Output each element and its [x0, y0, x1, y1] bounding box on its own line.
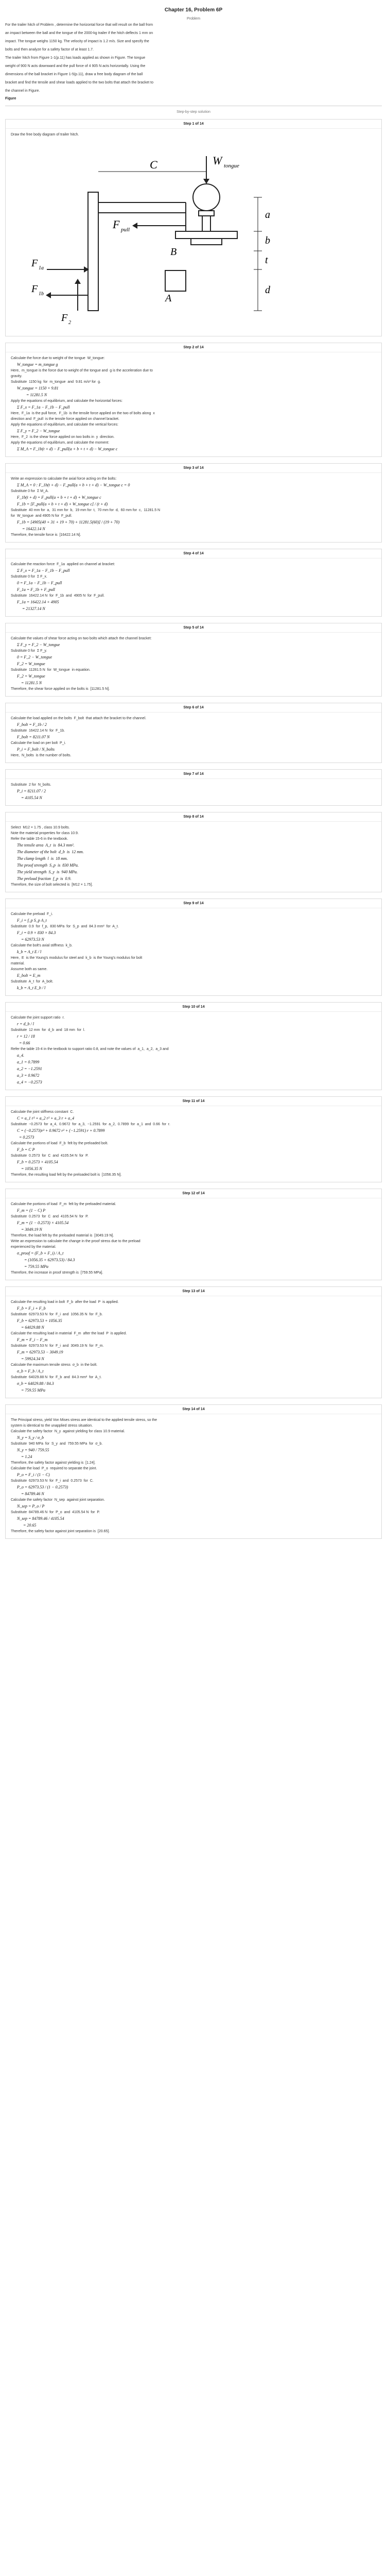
w-tongue-sub: tongue: [224, 163, 239, 169]
step-text: Substitute 940 MPa for S_y and 759.55 MPa for σ_b.: [11, 1442, 103, 1446]
step-text: Calculate the values of shear force acting on two bolts which attach the channel bracket:: [11, 637, 152, 640]
step-text: Substitute 2 for N_bolts.: [11, 783, 51, 787]
step-text: Assume both as same.: [11, 968, 48, 971]
problem-text: [5, 23, 382, 94]
step-text: Note the material properties for class 10.9.: [11, 832, 79, 835]
hitch-ball: [193, 184, 220, 211]
problem-line: bracket and find the tensile and shear loads applied to the two bolts that attach the bracket to: [5, 81, 153, 84]
step-equation: P_o = F_i / (1 − C): [17, 1472, 50, 1477]
step-equation: r = 12 / 18: [17, 1034, 35, 1039]
step-equation: F_m = F_i − F_m: [17, 1337, 48, 1342]
step-title: Step 7 of 14: [6, 770, 381, 779]
step-text: direction and F_pull is the tensile force applied on channel bracket.: [11, 417, 119, 421]
step-text: Substitute 0.9 for f_p, 830 MPa for S_p and 84.3 mm² for A_t.: [11, 925, 119, 928]
step-text: Substitute 0 for Σ M_A.: [11, 489, 49, 493]
step-equation: F_1b = [F_pull(a + b + t + d) + W_tongue c] / (t + d): [17, 502, 108, 506]
f-pull-arrowhead: [132, 223, 137, 229]
step-text: Therefore, the size of bolt selected is [M12 × 1.75].: [11, 883, 93, 887]
problem-label: Problem: [186, 17, 201, 21]
step-text: Therefore, the increase in proof strength is [759.55 MPa].: [11, 1271, 103, 1275]
step-equation: = 20.65: [17, 1523, 37, 1528]
step-equation: F_bolt = 8211.07 N: [17, 735, 50, 739]
step-text: Here, m_tongue is the force due to weight of the tongue and g is the acceleration due to: [11, 369, 153, 372]
solution-step: [5, 1002, 382, 1090]
step-equation: = (1056.35 + 62973.53) / 84.3: [17, 1258, 75, 1262]
step-equation: a_1 = 0.7899: [17, 1060, 40, 1064]
step-text: for W_tongue and 4905 N for F_pull.: [11, 514, 73, 518]
step-equation: a_3 = 0.9672: [17, 1073, 40, 1078]
step-text: Calculate the portions of load F_m felt by the preloaded material.: [11, 1202, 116, 1206]
f1b-arrowhead: [46, 292, 51, 298]
step-equation: = 59924.34 N: [17, 1357, 44, 1361]
step-title: Step 8 of 14: [6, 812, 381, 822]
step-equation: = 11281.5 N: [17, 681, 42, 685]
step-equation: F_i = 0.9 × 830 × 84.3: [17, 930, 56, 935]
step-title: Step 11 of 14: [6, 1097, 381, 1106]
step-text: Calculate the load applied on the bolts F_bolt that attach the bracket to the channel.: [11, 717, 147, 720]
step-equation: F_i = f_p S_p A_t: [17, 918, 47, 923]
step-equation: 0 = F_2 − W_tongue: [17, 655, 52, 659]
step-equation: a_4 = −0.2573: [17, 1080, 42, 1084]
f2-sub: 2: [68, 320, 71, 326]
figure-label: Figure: [5, 97, 16, 100]
solution-step: [5, 343, 382, 457]
step-equation: = 3049.19 N: [17, 1227, 42, 1232]
step-equation: a_4.: [17, 1053, 24, 1058]
step-equation: F_1b = [4905(40 + 31 + 19 + 70) + 11281.5(60)] / (19 + 70): [17, 520, 120, 524]
channel-section: [165, 270, 186, 291]
step-text: material.: [11, 962, 25, 965]
step-text: Calculate the preload F_i.: [11, 912, 53, 916]
step-equation: F_bolt = F_1b / 2: [17, 722, 47, 727]
step-title: Step 12 of 14: [6, 1189, 381, 1198]
step-equation: Σ F_x = F_1a − F_1b − F_pull: [17, 568, 70, 573]
step-text: Therefore, the shear force applied on the bolts is [11281.5 N].: [11, 687, 110, 691]
f1a-sub: 1a: [39, 265, 44, 271]
step-equation: = 11281.5 N: [17, 393, 47, 397]
step-text: Calculate the load P_o required to separate the joint.: [11, 1467, 97, 1470]
trailer-hitch-diagram: [16, 141, 325, 326]
step-equation: σ_proof = (F_b + F_i) / A_t: [17, 1251, 64, 1256]
step-equation: The proof strength S_p is 830 MPa.: [17, 863, 79, 868]
channel-plate: [88, 192, 98, 311]
step-equation: C = (−0.2573)r³ + 0.9672 r² + (−1.2591) r + 0.7899: [17, 1128, 105, 1133]
step-text: Apply the equations of equilibrium, and calculate the moment:: [11, 441, 110, 445]
step-text: Substitute 16422.14 N for F_1b and 4905 N for F_pull.: [11, 594, 105, 598]
step-text: Calculate the maximum tensile stress σ_b in the bolt.: [11, 1363, 98, 1367]
free-body-diagram: [6, 138, 381, 332]
dim-c-label: C: [150, 158, 157, 171]
step-text: Substitute 62973.53 N for F_i and 1056.35 N for F_b.: [11, 1313, 103, 1316]
step-text: experienced by the material.: [11, 1245, 56, 1249]
ball-shank: [202, 216, 210, 231]
step-text: Here, F_1a is the pull force, F_1b is the tensile force applied on the two of bolts along x: [11, 412, 155, 415]
step-text: Apply the equations of equilibrium, and calculate the horizontal forces:: [11, 399, 123, 403]
solution-step: [5, 463, 382, 543]
step-equation: The clamp length l is 18 mm.: [17, 856, 68, 861]
step-equation: F_2 = W_tongue: [17, 662, 45, 666]
step-text: Calculate the safety factor N_sep against joint separation.: [11, 1498, 105, 1502]
step-text: Therefore, the load felt by the preloaded material is [3049.19 N].: [11, 1234, 114, 1238]
step-text: Substitute 62973.53 N for F_i and 3049.19 N for F_m.: [11, 1344, 104, 1348]
step-text: Write an expression to calculate the change in the proof stress due to the preload: [11, 1240, 140, 1243]
step-equation: = 16422.14 N: [17, 527, 45, 531]
dim-b-label: b: [265, 235, 270, 246]
step-by-step-label: Step-by-step solution: [177, 110, 210, 114]
step-equation: = 0.66: [17, 1041, 30, 1045]
step-text: Substitute −0.2573 for a_4, 0.9672 for a_3, −1.2591 for a_2, 0.7899 for a_1 and 0.66 for r.: [11, 1123, 170, 1126]
step-equation: σ_b = F_b / A_t: [17, 1369, 44, 1374]
step-text: Calculate the load on per bolt P_i.: [11, 741, 66, 745]
step-equation: N_y = 940 / 759.55: [17, 1448, 49, 1452]
step-title: Step 3 of 14: [6, 464, 381, 473]
problem-line: impact. The tongue weighs 1150 kg. The velocity of impact is 1.2 m/s. Size and specify the: [5, 40, 149, 43]
solution-step: [5, 703, 382, 763]
step-equation: F_b = 0.2573 × 4105.54: [17, 1160, 58, 1164]
step-equation: r = d_b / l: [17, 1022, 34, 1026]
step-equation: = 21327.14 N: [17, 606, 45, 611]
step-equation: F_m = 62973.53 − 3049.19: [17, 1350, 63, 1354]
step-equation: N_sep = 84789.46 / 4105.54: [17, 1516, 64, 1521]
step-equation: F_b = 62973.53 + 1056.35: [17, 1318, 62, 1323]
step-text: Substitute 16422.14 N for F_1b.: [11, 729, 65, 733]
step-title: Step 2 of 14: [6, 343, 381, 352]
step-equation: k_b = A_t E / l: [17, 950, 42, 954]
step-text: Calculate the bolt's axial stiffness k_b.: [11, 944, 73, 947]
step-text: Here, E is the Young's modulus for steel and k_b is the Young's modulus for bolt: [11, 956, 143, 960]
step-title: Step 13 of 14: [6, 1287, 381, 1296]
solution-step: [5, 623, 382, 697]
dim-t-label: t: [265, 255, 268, 266]
solution-step: [5, 769, 382, 806]
solution-step: [5, 549, 382, 617]
step-text: Refer the table 15-4 in the textbook to support ratio 0.8, and note the values of a_1, a_2, a_3 and: [11, 1047, 169, 1051]
step-text: Substitute 0 for Σ F_x.: [11, 575, 47, 579]
step-equation: = 759.55 MPa: [17, 1264, 48, 1269]
step-equation: P_i = 8211.07 / 2: [17, 789, 46, 793]
step-equation: N_y = S_y / σ_b: [17, 1435, 44, 1440]
step-equation: F_1b(t + d) = F_pull(a + b + t + d) + W_tongue c: [17, 495, 101, 500]
solution-step: [5, 812, 382, 892]
step-equation: = 64029.88 N: [17, 1325, 44, 1330]
step-equation: The diameter of the bolt d_b is 12 mm.: [17, 850, 84, 854]
step-text: The Principal stress, yield Von Mises stress are identical to the applied tensile stress, so the: [11, 1418, 157, 1422]
f-pull-label: F: [113, 218, 120, 231]
step-text: Calculate the force due to weight of the tongue W_tongue:: [11, 357, 105, 360]
step-equation: W_tongue = m_tongue g: [17, 362, 58, 367]
step-equation: Σ F_y = F_2 − W_tongue: [17, 429, 60, 433]
step-text: Substitute 84789.46 N for P_o and 4105.54 N for P.: [11, 1511, 100, 1514]
step-text: Therefore, the tensile force is [16422.14 N].: [11, 533, 81, 537]
step-equation: = 4105.54 N: [17, 795, 42, 800]
step-text: Calculate the portions of load F_b felt by the preloaded bolt.: [11, 1142, 109, 1145]
step-text: Substitute 11281.5 N for W_tongue in equation.: [11, 668, 91, 672]
step-title: Step 1 of 14: [6, 120, 381, 129]
step-title: Step 9 of 14: [6, 899, 381, 908]
step-equation: The yield strength S_y is 940 MPa.: [17, 870, 78, 874]
step-text: Therefore, the safety factor against joint separation is [20.65].: [11, 1530, 110, 1533]
dim-a-label: a: [265, 209, 270, 221]
step-equation: F_m = (1 − 0.2573) × 4105.54: [17, 1221, 69, 1225]
ball-bracket-plate: [175, 231, 237, 239]
dim-d-label: d: [265, 284, 270, 296]
steps-container: [5, 119, 382, 1539]
step-equation: P_o = 62973.53 / (1 − 0.2573): [17, 1485, 68, 1489]
w-tongue-label: W: [213, 154, 222, 167]
step-equation: The tensile area A_t is 84.3 mm².: [17, 843, 75, 848]
w-tongue-arrowhead: [203, 179, 209, 184]
step-text: Substitute 0 for Σ F_y.: [11, 649, 47, 653]
step-text: Apply the equations of equilibrium, and calculate the vertical forces:: [11, 423, 118, 427]
step-text: Substitute 0.2573 for C and 4105.54 N for P.: [11, 1154, 89, 1158]
step-equation: a_2 = −1.2591: [17, 1066, 42, 1071]
step-text: Calculate the resulting load in material F_m after the load P is applied.: [11, 1332, 127, 1335]
step-text: Select M12 × 1.75 , class 10.9 bolts.: [11, 826, 70, 829]
step-equation: Σ F_x = F_1a − F_1b − F_pull: [17, 405, 70, 410]
problem-line: an impact between the ball and the tongue of the 2000-kg trailer if the hitch deflects 1 mm on: [5, 31, 153, 35]
point-b-label: B: [170, 246, 177, 258]
step-equation: F_1a = F_1b + F_pull: [17, 587, 55, 592]
step-equation: F_m = (1 − C) P: [17, 1208, 46, 1213]
point-a-label: A: [165, 293, 172, 304]
step-title: Step 4 of 14: [6, 549, 381, 558]
step-text: Substitute 1150 kg for m_tongue and 9.81 m/s² for g.: [11, 380, 101, 384]
step-text: Substitute 40 mm for a, 31 mm for b, 19 mm for t, 70 mm for d, 60 mm for c, 11281.5 N: [11, 509, 161, 512]
step-equation: F_b = F_i + F_b: [17, 1306, 46, 1311]
step-equation: E_bolt = E_m: [17, 973, 41, 978]
step-equation: = 0.2573: [17, 1135, 34, 1140]
step-text: Substitute 12 mm for d_b and 18 mm for l.: [11, 1028, 85, 1032]
step-text: Calculate the joint stiffness constant C.: [11, 1110, 74, 1114]
f1b-label: F: [31, 283, 38, 295]
step-equation: = 1056.35 N: [17, 1166, 42, 1171]
step-equation: The preload fraction f_p is 0.9.: [17, 876, 72, 881]
nut: [191, 239, 222, 245]
step-text: Write an expression to calculate the axial force acting on the bolts:: [11, 477, 117, 481]
solution-step: [5, 1096, 382, 1182]
step-equation: F_b = C P: [17, 1147, 35, 1152]
solution-step: [5, 1286, 382, 1398]
step-text: Calculate the reaction force F_1a applied on channel at bracket:: [11, 563, 115, 566]
step-equation: 0 = F_1a − F_1b − F_pull: [17, 581, 62, 585]
step-text: Calculate the resulting load in bolt F_b after the load P is applied.: [11, 1300, 119, 1304]
step-equation: P_i = F_bolt / N_bolts: [17, 747, 55, 752]
problem-line: dimensions of the ball bracket in Figure 1-5(p.11), draw a free body diagram of the ball: [5, 73, 143, 76]
step-text: Substitute 62973.53 N for F_i and 0.2573 for C.: [11, 1479, 94, 1483]
step-text: system is identical to the unapplied stress situation.: [11, 1424, 93, 1428]
step-title: Step 14 of 14: [6, 1405, 381, 1414]
f2-label: F: [61, 312, 68, 324]
step-text: Here, N_bolts is the number of bolts.: [11, 754, 72, 757]
step-equation: = 62973.53 N: [17, 937, 44, 942]
ball-collar: [199, 211, 214, 216]
step-equation: σ_b = 64029.88 / 84.3: [17, 1381, 54, 1386]
problem-line: weight of 900 N acts downward and the pull force of 4 905 N acts horizontally. Using the: [5, 64, 146, 68]
step-equation: k_b = A_t E_b / l: [17, 986, 46, 990]
f2-arrowhead: [75, 279, 81, 284]
step-text: Substitute 64029.88 N for F_b and 84.3 mm² for A_t.: [11, 1376, 102, 1379]
step-equation: N_sep = P_o / P: [17, 1504, 45, 1509]
problem-line: The trailer hitch from Figure 1-1(p.11) has loads applied as shown in Figure. The tongue: [5, 56, 146, 60]
step-text: Draw the free body diagram of trailer hitch.: [11, 133, 79, 137]
step-equation: = 759.55 MPa: [17, 1388, 45, 1393]
f1b-sub: 1b: [39, 291, 44, 297]
solution-step: [5, 119, 382, 336]
step-equation: F_1a = 16422.14 + 4905: [17, 600, 59, 604]
step-equation: = 84789.46 N: [17, 1492, 44, 1496]
problem-line: For the trailer hitch of Problem , determine the horizontal force that will result on the ball from: [5, 23, 153, 27]
step-equation: Σ M_A = F_1b(t + d) − F_pull(a + b + t + d) − W_tongue c: [17, 447, 118, 451]
step-text: Here, F_2 is the shear force applied on two bolts in y direction.: [11, 435, 115, 439]
step-equation: Σ M_A = 0 : F_1b(t + d) − F_pull(a + b + t + d) − W_tongue c = 0: [17, 483, 130, 487]
solution-step: [5, 1189, 382, 1280]
step-text: Substitute A_t for A_bolt.: [11, 980, 54, 984]
f1a-label: F: [31, 258, 38, 269]
problem-line: bolts and then analyze for a safety factor of at least 1.7.: [5, 48, 94, 52]
solution-step: [5, 1404, 382, 1539]
step-equation: W_tongue = 1150 × 9.81: [17, 386, 59, 391]
step-title: Step 10 of 14: [6, 1003, 381, 1012]
step-title: Step 6 of 14: [6, 703, 381, 713]
step-equation: C = a_1 r³ + a_2 r² + a_3 r + a_4: [17, 1116, 75, 1121]
step-equation: Σ F_y = F_2 − W_tongue: [17, 642, 60, 647]
step-equation: = 1.24: [17, 1454, 32, 1459]
step-text: Calculate the safety factor N_y against yielding for class 10.9 material.: [11, 1430, 125, 1433]
step-text: Calculate the joint support ratio r.: [11, 1016, 65, 1020]
solution-step: [5, 899, 382, 996]
step-text: Refer the table 15-6 in the textbook.: [11, 837, 68, 841]
step-text: Therefore, the safety factor against yielding is [1.24].: [11, 1461, 96, 1465]
chapter-title: Chapter 16, Problem 6P: [164, 7, 223, 13]
step-text: Therefore, the resulting load felt by the preloaded bolt is [1056.35 N].: [11, 1173, 122, 1177]
step-text: gravity.: [11, 375, 23, 378]
step-equation: F_2 = W_tongue: [17, 674, 45, 679]
step-text: Substitute 0.2573 for C and 4105.54 N for P.: [11, 1215, 89, 1218]
step-title: Step 5 of 14: [6, 623, 381, 633]
f-pull-sub: pull: [121, 227, 130, 233]
problem-line: the channel in Figure.: [5, 89, 40, 93]
